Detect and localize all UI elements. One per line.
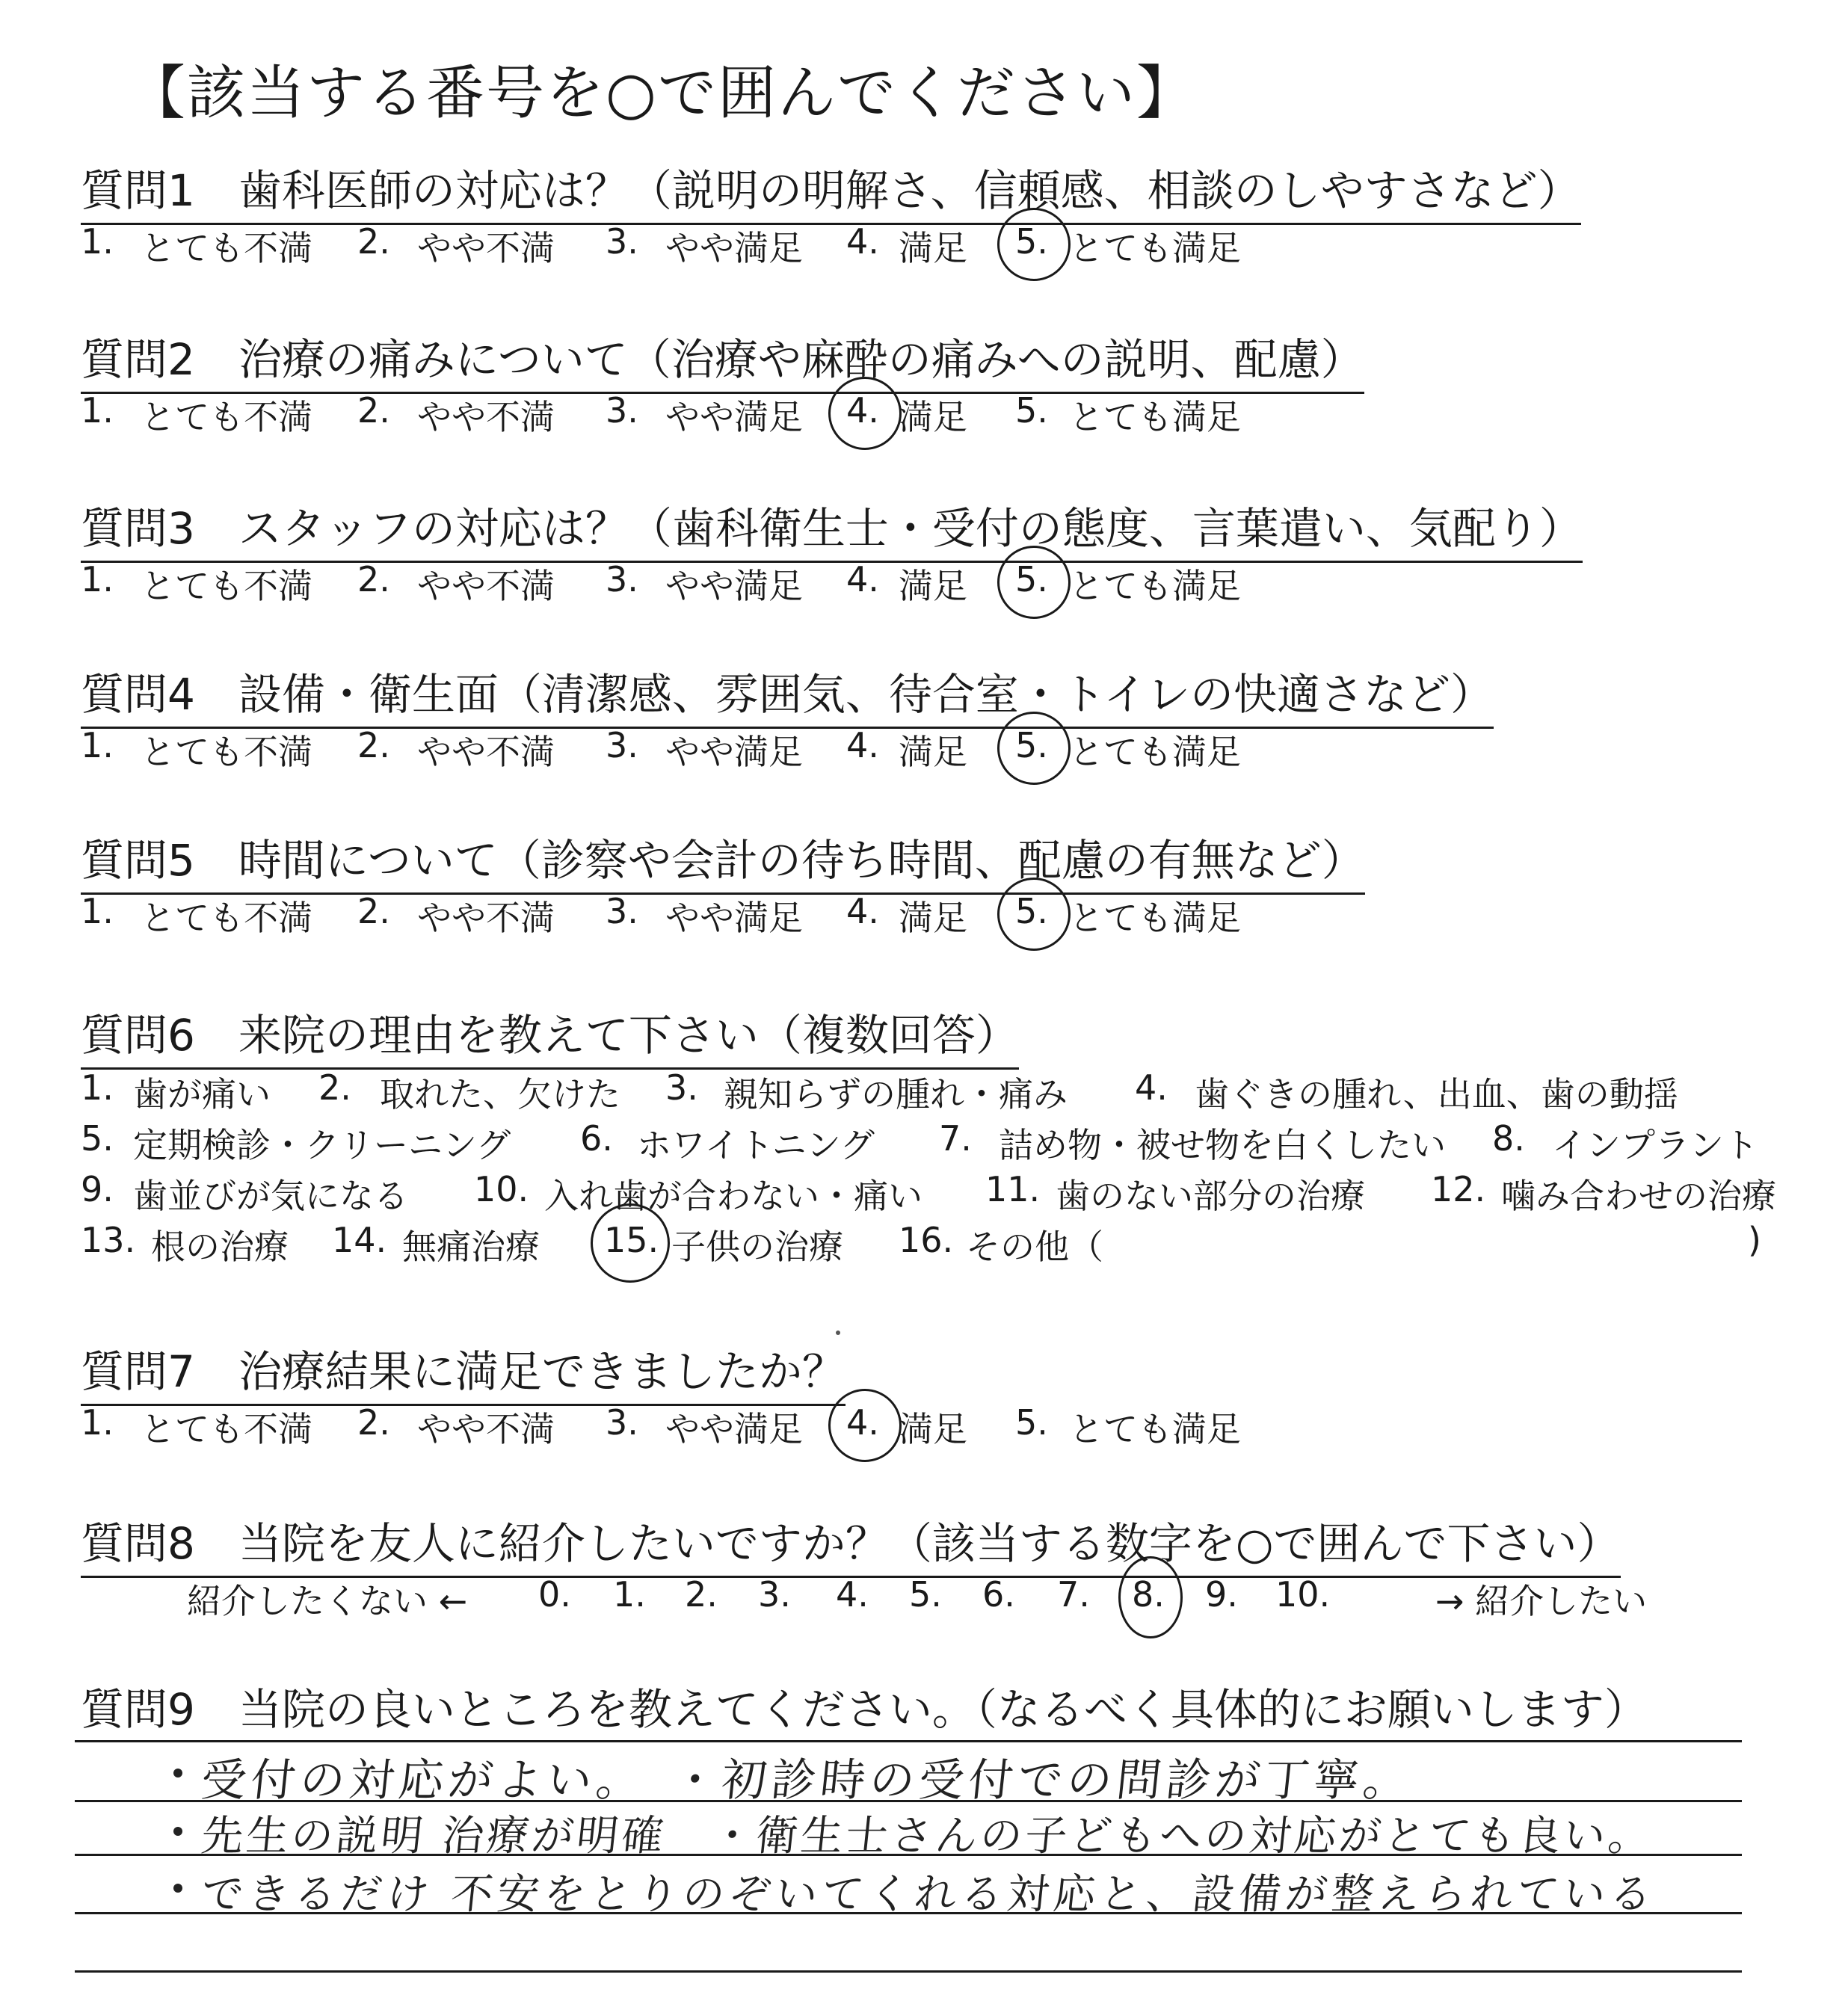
option-number[interactable]: 4. (1135, 1067, 1168, 1108)
scale-value[interactable]: 1. (613, 1574, 646, 1615)
option-number[interactable]: 2. (357, 725, 390, 765)
option-label: やや不満 (417, 898, 555, 938)
option-number[interactable]: 5. (1015, 1402, 1048, 1443)
option-label: やや不満 (417, 732, 555, 772)
scale-value[interactable]: 5. (909, 1574, 942, 1615)
option-number[interactable]: 2. (357, 390, 390, 431)
option-label: 歯ぐきの腫れ、出血、歯の動揺 (1195, 1074, 1678, 1114)
option-label: とても不満 (141, 1409, 312, 1449)
option-label: 満足 (899, 566, 967, 606)
q8-left-label: 紹介したくない ← (187, 1581, 468, 1621)
q8-text: 当院を友人に紹介したいですか？（該当する数字を○で囲んで下さい） (238, 1518, 1621, 1569)
option-label: 噛み合わせの治療 (1501, 1176, 1776, 1216)
option-number[interactable]: 6. (580, 1118, 613, 1159)
option-label: 取れた、欠けた (380, 1074, 620, 1114)
option-label: 子供の治療 (671, 1227, 843, 1267)
option-number[interactable]: 4. (846, 725, 879, 765)
option-number[interactable]: 2. (357, 891, 390, 931)
option-number[interactable]: 1. (81, 725, 114, 765)
option-number[interactable]: 4. (846, 1402, 879, 1443)
option-label: やや不満 (417, 228, 555, 268)
option-number[interactable]: 1. (81, 891, 114, 931)
option-label: 満足 (899, 898, 967, 938)
option-number[interactable]: 3. (606, 891, 638, 931)
q9-text: 当院の良いところを教えてください。（なるべく具体的にお願いします） (238, 1684, 1648, 1735)
option-number[interactable]: 2. (318, 1067, 351, 1108)
q7-text: 治療結果に満足できましたか？ (238, 1346, 846, 1397)
option-label: やや満足 (665, 228, 803, 268)
q9-number: 質問9 (81, 1684, 195, 1735)
option-number[interactable]: 4. (846, 221, 879, 262)
option-number[interactable]: 5. (1015, 891, 1048, 931)
q7-number: 質問7 (81, 1346, 195, 1397)
q6-number: 質問6 (81, 1010, 195, 1061)
answer-line (75, 1970, 1742, 1973)
instruction-heading: 【該当する番号を○で囲んでください】 (127, 60, 1197, 127)
option-number[interactable]: 11. (985, 1169, 1041, 1209)
handwritten-answer-3: できるだけ 不安をとりのぞいてくれる対応と、設備が整えられている (199, 1870, 1659, 1919)
q6-title (81, 1000, 1019, 1070)
question-text: 時間について（診察や会計の待ち時間、配慮の有無など） (238, 835, 1365, 886)
option-label: 満足 (899, 228, 967, 268)
option-label: やや満足 (665, 732, 803, 772)
question-number: 質問3 (81, 503, 195, 554)
option-number[interactable]: 1. (81, 1067, 114, 1108)
answer-line (75, 1740, 1742, 1742)
question-number: 質問5 (81, 835, 195, 886)
option-label: とても不満 (141, 732, 312, 772)
option-label: とても満足 (1069, 898, 1241, 938)
question-number: 質問2 (81, 334, 195, 385)
option-number[interactable]: 5. (1015, 221, 1048, 262)
option-number[interactable]: 1. (81, 1402, 114, 1443)
handwritten-answer-2: 先生の説明 治療が明確 ・衛生士さんの子どもへの対応がとても良い。 (199, 1812, 1656, 1860)
option-label: インプラント (1552, 1125, 1758, 1165)
option-number[interactable]: 3. (606, 221, 638, 262)
option-label: とても満足 (1069, 1409, 1241, 1449)
option-number[interactable]: 5. (1015, 725, 1048, 765)
question-title (81, 659, 1494, 729)
option-number[interactable]: 3. (606, 1402, 638, 1443)
question-text: 歯科医師の対応は？（説明の明解さ、信頼感、相談のしやすさなど） (238, 165, 1581, 216)
option-number[interactable]: 4. (846, 891, 879, 931)
option-label: とても満足 (1069, 732, 1241, 772)
option-number[interactable]: 3. (665, 1067, 698, 1108)
option-number[interactable]: 12. (1431, 1169, 1486, 1209)
option-label: ) (1748, 1220, 1761, 1260)
option-label: 歯のない部分の治療 (1056, 1176, 1365, 1216)
option-label: 歯が痛い (133, 1074, 271, 1114)
option-number[interactable]: 5. (81, 1118, 114, 1159)
option-number[interactable]: 4. (846, 559, 879, 599)
option-number[interactable]: 14. (332, 1220, 387, 1260)
bullet-dot (173, 1827, 182, 1836)
option-number[interactable]: 7. (939, 1118, 972, 1159)
option-label: 詰め物・被せ物を白くしたい (999, 1125, 1446, 1165)
option-label: 無痛治療 (402, 1227, 540, 1267)
handwritten-answer-1: 受付の対応がよい。 ・初診時の受付での問診が丁寧。 (198, 1754, 1416, 1807)
option-label: ホワイトニング (637, 1125, 875, 1165)
scale-value[interactable]: 0. (538, 1574, 571, 1615)
option-number[interactable]: 13. (81, 1220, 136, 1260)
option-number[interactable]: 15. (604, 1220, 659, 1260)
question-title (81, 324, 1364, 394)
scale-value[interactable]: 6. (982, 1574, 1015, 1615)
question-title (81, 825, 1365, 895)
bullet-dot (173, 1769, 182, 1778)
option-number[interactable]: 1. (81, 559, 114, 599)
option-number[interactable]: 2. (357, 221, 390, 262)
q6-text: 来院の理由を教えて下さい（複数回答） (238, 1010, 1019, 1061)
option-number[interactable]: 2. (357, 1402, 390, 1443)
option-label: 定期検診・クリーニング (133, 1125, 511, 1165)
option-label: 歯並びが気になる (133, 1176, 408, 1216)
scale-value[interactable]: 8. (1132, 1574, 1165, 1615)
option-number[interactable]: 1. (81, 221, 114, 262)
option-label: とても満足 (1069, 566, 1241, 606)
scale-value[interactable]: 3. (758, 1574, 791, 1615)
option-label: とても満足 (1069, 228, 1241, 268)
option-number[interactable]: 5. (1015, 390, 1048, 431)
option-label: やや満足 (665, 397, 803, 437)
scale-value[interactable]: 7. (1057, 1574, 1090, 1615)
option-label: やや満足 (665, 566, 803, 606)
q8-right-label: → 紹介したい (1435, 1581, 1648, 1621)
option-label: とても不満 (141, 397, 312, 437)
option-label: とても不満 (141, 898, 312, 938)
question-title (81, 493, 1583, 563)
option-number[interactable]: 10. (474, 1169, 529, 1209)
option-label: とても満足 (1069, 397, 1241, 437)
question-text: スタッフの対応は？（歯科衛生士・受付の態度、言葉遣い、気配り） (238, 503, 1583, 554)
scale-value[interactable]: 4. (836, 1574, 869, 1615)
q9-title (81, 1674, 1648, 1742)
option-number[interactable]: 3. (606, 725, 638, 765)
question-text: 設備・衛生面（清潔感、雰囲気、待合室・トイレの快適さなど） (238, 669, 1494, 720)
option-number[interactable]: 1. (81, 390, 114, 431)
option-label: とても不満 (141, 566, 312, 606)
q8-number: 質問8 (81, 1518, 195, 1569)
option-label: とても不満 (141, 228, 312, 268)
option-number[interactable]: 3. (606, 559, 638, 599)
scale-value[interactable]: 9. (1205, 1574, 1238, 1615)
option-label: その他（ (966, 1227, 1103, 1267)
option-number[interactable]: 3. (606, 390, 638, 431)
option-number[interactable]: 2. (357, 559, 390, 599)
option-label: 入れ歯が合わない・痛い (544, 1176, 923, 1216)
option-number[interactable]: 9. (81, 1169, 114, 1209)
option-label: 根の治療 (151, 1227, 289, 1267)
question-number: 質問4 (81, 669, 195, 720)
option-label: 満足 (899, 1409, 967, 1449)
option-label: やや満足 (665, 898, 803, 938)
q7-title (81, 1336, 846, 1406)
option-label: やや満足 (665, 1409, 803, 1449)
option-label: やや不満 (417, 1409, 555, 1449)
option-number[interactable]: 5. (1015, 559, 1048, 599)
scale-value[interactable]: 2. (685, 1574, 718, 1615)
option-number[interactable]: 16. (899, 1220, 954, 1260)
scale-value[interactable]: 10. (1275, 1574, 1331, 1615)
question-text: 治療の痛みについて（治療や麻酔の痛みへの説明、配慮） (238, 334, 1364, 385)
option-label: 満足 (899, 397, 967, 437)
option-label: やや不満 (417, 566, 555, 606)
option-label: 親知らずの腫れ・痛み (724, 1074, 1068, 1114)
option-label: 満足 (899, 732, 967, 772)
option-number[interactable]: 4. (846, 390, 879, 431)
paper-speck (836, 1331, 840, 1335)
bullet-dot (173, 1884, 182, 1893)
question-title (81, 155, 1581, 225)
q8-title (81, 1508, 1621, 1578)
option-label: やや不満 (417, 397, 555, 437)
question-number: 質問1 (81, 165, 195, 216)
option-number[interactable]: 8. (1492, 1118, 1525, 1159)
